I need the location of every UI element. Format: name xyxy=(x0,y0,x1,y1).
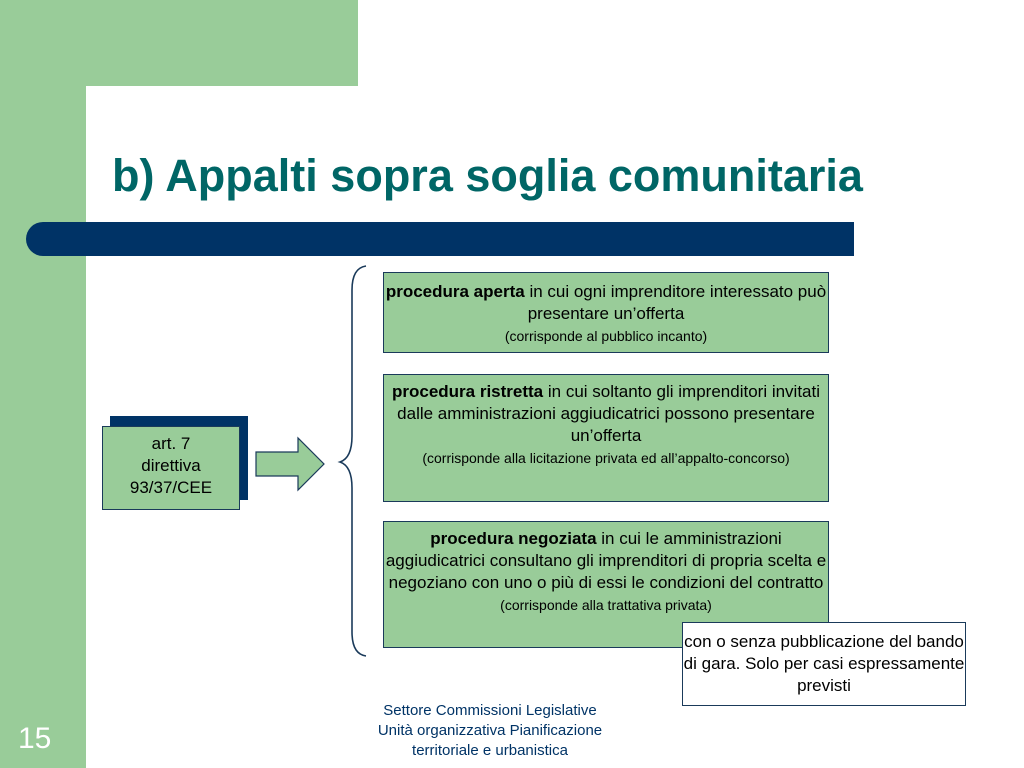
procedure-text: in cui le amministrazioni aggiudicatrici consultano gli imprenditori di propria scelta e negoziano con uno o più di essi le condizioni del contratto xyxy=(385,529,827,592)
footer xyxy=(340,701,640,761)
source-line-1: art. 7 xyxy=(151,434,191,453)
footer-line-1: Settore Commissioni Legislative xyxy=(383,702,597,719)
procedure-term: procedura ristretta xyxy=(391,382,544,401)
source-line-3: 93/37/CEE xyxy=(129,478,213,497)
slide-title: b) Appalti sopra soglia comunitaria xyxy=(112,150,863,201)
procedure-term: procedura negoziata xyxy=(430,529,597,548)
procedure-box-restricted xyxy=(383,374,829,502)
procedure-text: in cui soltanto gli imprenditori invitati dalle amministrazioni aggiudicatrici possono presentare un’offerta xyxy=(397,382,821,445)
callout-text: con o senza pubblicazione del bando di gara. Solo per casi espressamente previsti xyxy=(683,632,965,695)
right-arrow-icon xyxy=(256,438,324,490)
source-line-2: direttiva xyxy=(141,456,201,475)
procedure-note: (corrisponde alla trattativa privata) xyxy=(500,597,712,613)
procedure-box-open xyxy=(383,272,829,353)
curly-brace-icon xyxy=(340,266,366,656)
procedure-text: in cui ogni imprenditore interessato può presentare un’offerta xyxy=(524,282,827,323)
procedure-term: procedura aperta xyxy=(385,282,525,301)
footer-line-2: Unità organizzativa Pianificazione xyxy=(377,722,603,739)
procedure-note: (corrisponde alla licitazione privata ed all’appalto-concorso) xyxy=(422,450,790,466)
procedure-note: (corrisponde al pubblico incanto) xyxy=(504,328,708,344)
page-number: 15 xyxy=(18,722,52,755)
footer-line-3: territoriale e urbanistica xyxy=(412,742,568,759)
callout-box xyxy=(682,622,966,706)
